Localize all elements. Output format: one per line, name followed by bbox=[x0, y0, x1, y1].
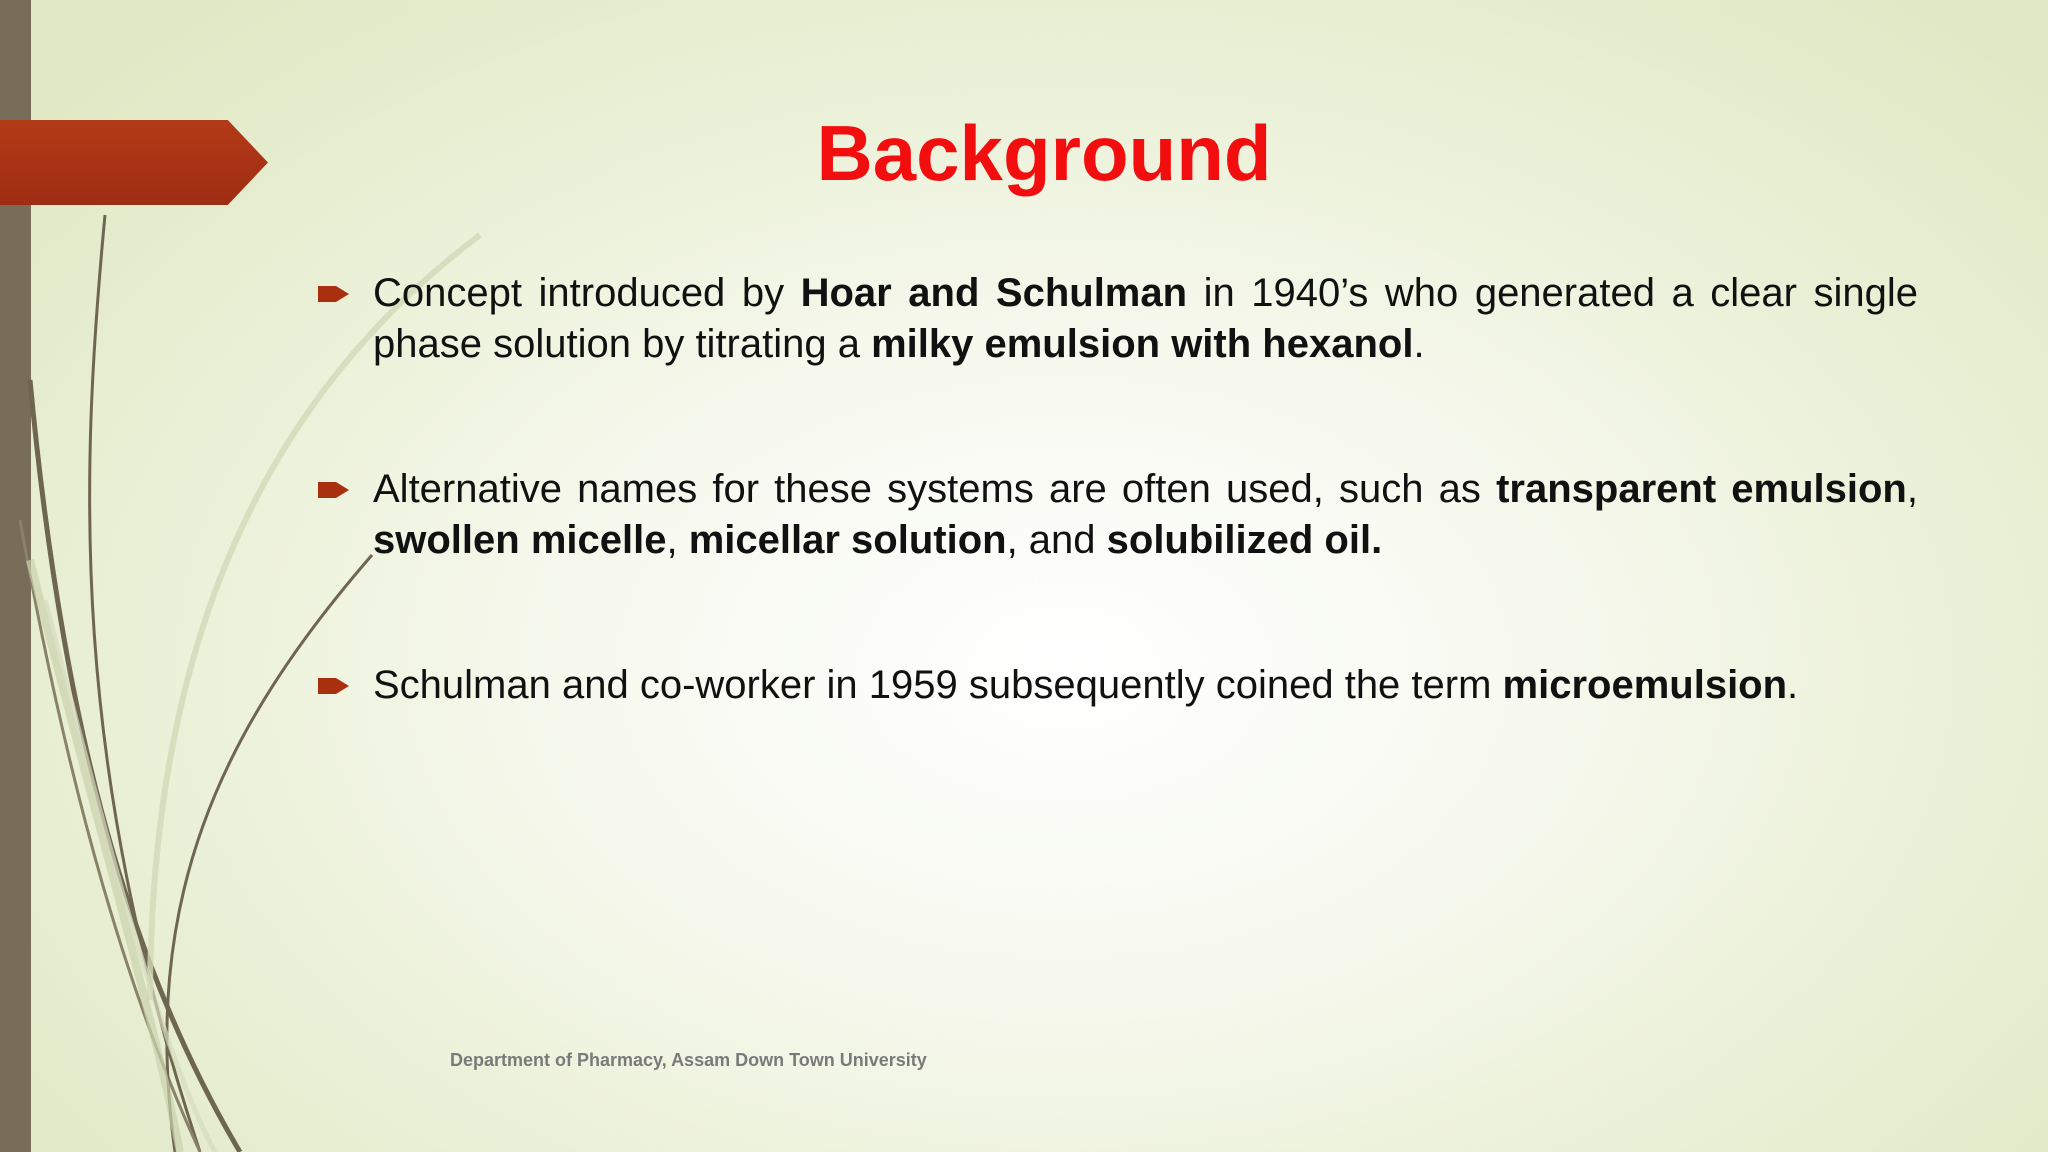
bullet-item-3 bbox=[318, 660, 1918, 711]
bullet-text: Concept introduced by Hoar and Schulman in 1940’s who generated a clear single phase solution by titrating a milky emulsion with hexanol. bbox=[373, 271, 1918, 366]
slide-title: Background bbox=[816, 109, 1272, 197]
arrow-bullet-icon bbox=[318, 284, 350, 304]
arrow-bullet-icon bbox=[318, 480, 350, 500]
bullet-item-1 bbox=[318, 268, 1918, 370]
bullet-list bbox=[318, 268, 1918, 805]
bullet-item-2 bbox=[318, 464, 1918, 566]
slide-footer: Department of Pharmacy, Assam Down Town University bbox=[450, 1050, 927, 1070]
bullet-text: Schulman and co-worker in 1959 subsequently coined the term microemulsion. bbox=[373, 663, 1799, 707]
arrow-bullet-icon bbox=[318, 676, 350, 696]
bullet-text: Alternative names for these systems are often used, such as transparent emulsion, swollen micelle, micellar solution, and solubilized oil. bbox=[373, 467, 1918, 562]
